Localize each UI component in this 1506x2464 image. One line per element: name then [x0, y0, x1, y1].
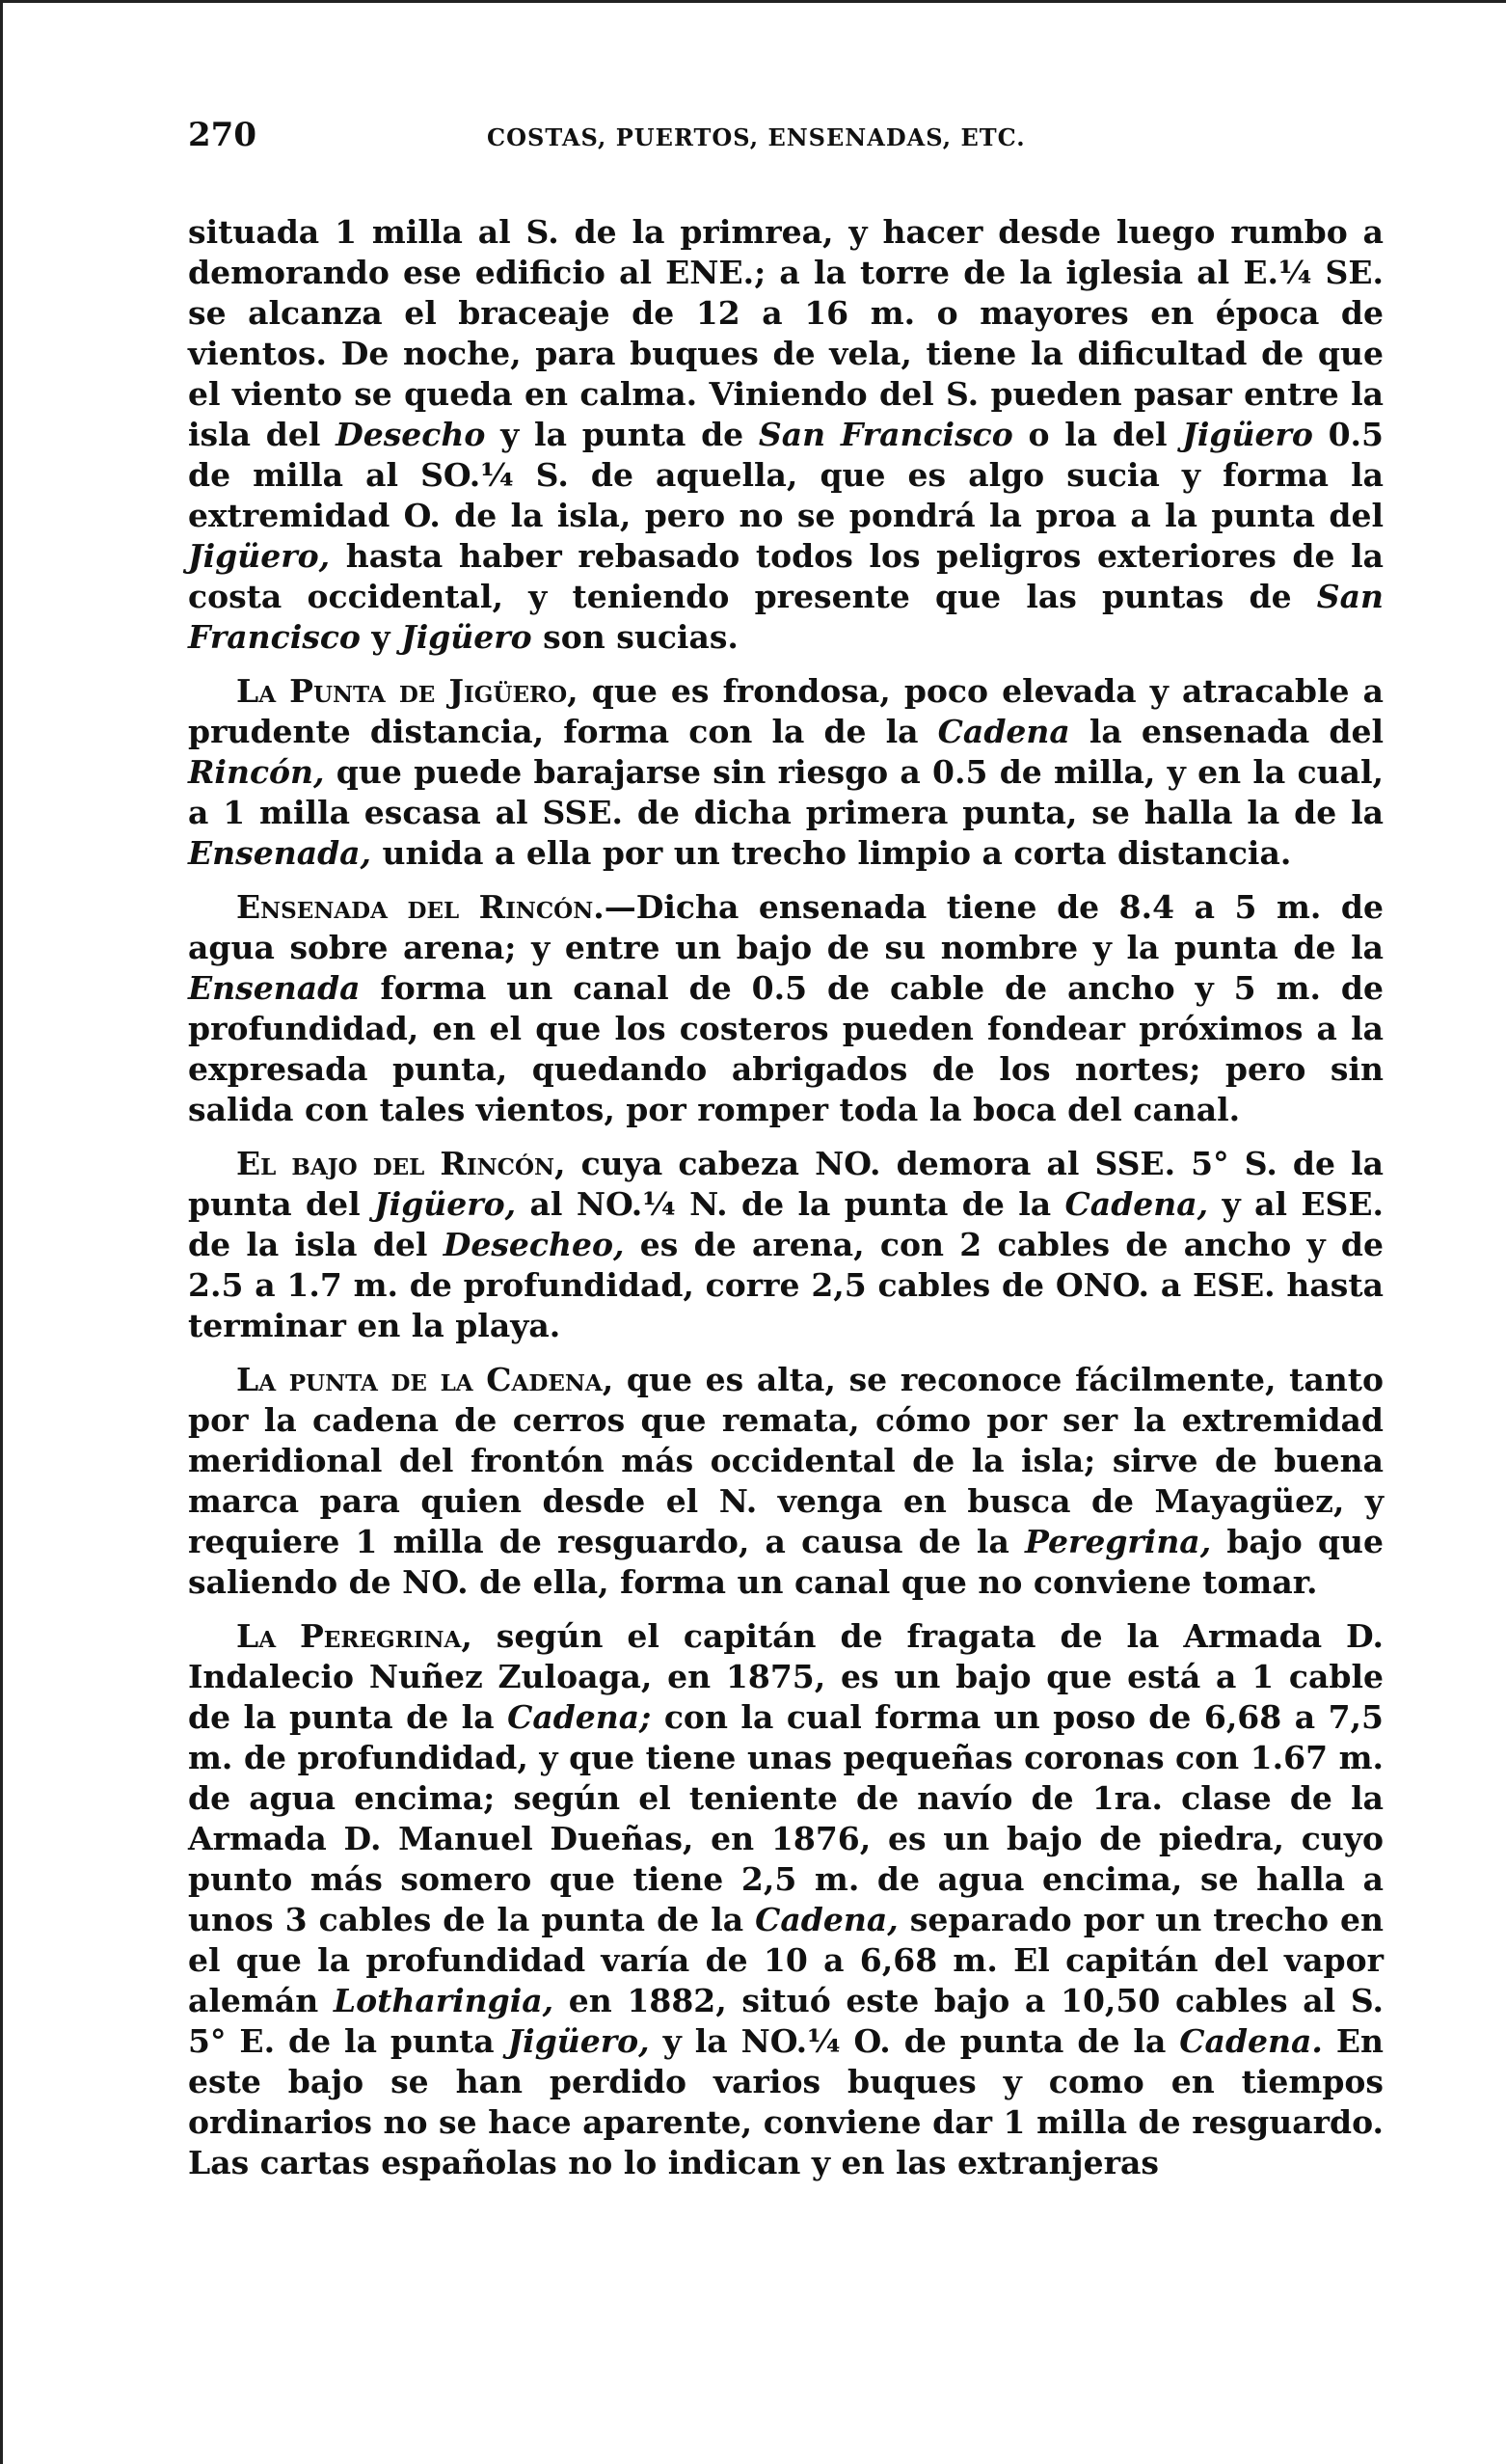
paragraph-text: que es frondosa, poco elevada y atracable a prudente distancia, forma con la de la — [188, 672, 1384, 750]
paragraph-text: y la punta de — [485, 416, 759, 453]
italic-term: Jigüero — [401, 618, 532, 656]
paragraph-text: la ensenada del — [1069, 713, 1384, 750]
paragraph-text: y al ESE. de la isla del — [188, 1185, 1384, 1263]
text-block — [188, 116, 1384, 2197]
running-head: COSTAS, PUERTOS, ENSENADAS, ETC. — [487, 123, 1026, 151]
italic-term: Ensenada, — [188, 834, 372, 872]
italic-term: Cadena — [937, 713, 1070, 750]
italic-term: Jigüero — [1182, 416, 1313, 453]
paragraph-text: con la cual forma un poso de 6,68 a 7,5 m. de profundidad, y que tiene unas pequeñas coronas con 1.67 m. de agua encima; según el teniente de navío de 1ra. clase de la Armada D. Manuel Dueñas, en 1876, es un bajo de piedra, cuyo punto más somero que tiene 2,5 m. de agua encima, se halla a unos 3 cables de la punta de la — [188, 1698, 1384, 1938]
paragraph-text: al NO.¼ N. de la punta de la — [516, 1185, 1065, 1223]
italic-term: Peregrina, — [1025, 1523, 1212, 1560]
paragraph-heading: Ensenada del Rincón. — [236, 888, 605, 926]
paragraph-6 — [188, 1616, 1384, 2183]
paragraph-text: En este bajo se han perdido varios buques y como en tiempos ordinarios no se hace aparente, conviene dar 1 milla de resguardo. Las cartas españolas no lo indican y en las extranjeras — [188, 2022, 1384, 2181]
italic-term: Cadena, — [755, 1901, 899, 1938]
paragraph-4 — [188, 1144, 1384, 1346]
paragraph-text: que puede barajarse sin riesgo a 0.5 de milla, y en la cual, a 1 milla escasa al SSE. de dicha primera punta, se halla la de la — [188, 753, 1384, 831]
page-number: 270 — [188, 116, 256, 154]
paragraph-text: o la del — [1012, 416, 1183, 453]
italic-term: Rincón, — [188, 753, 325, 791]
italic-term: Desecho — [336, 416, 486, 453]
scan-border-left — [0, 0, 3, 2464]
paragraph-text: unida a ella por un trecho limpio a corta distancia. — [371, 834, 1292, 872]
paragraph-text: forma un canal de 0.5 de cable de ancho y 5 m. de profundidad, en el que los costeros pueden fondear próximos a la expresada punta, quedando abrigados de los nortes; pero sin salida con tales vientos, por romper toda la boca del canal. — [188, 969, 1384, 1128]
italic-term: Cadena, — [1064, 1185, 1209, 1223]
italic-term: Cadena. — [1179, 2022, 1323, 2060]
paragraph-text: son sucias. — [531, 618, 739, 656]
paragraph-text: —Dicha ensenada tiene de 8.4 a 5 m. de agua sobre arena; y entre un bajo de su nombre y la punta de la — [188, 888, 1384, 966]
paragraph-heading: La Peregrina, — [236, 1617, 472, 1655]
italic-term: Jigüero, — [374, 1185, 517, 1223]
paragraph-2 — [188, 671, 1384, 874]
paragraph-text: en 1882, situó este bajo a 10,50 cables al S. 5° E. de la punta — [188, 1982, 1385, 2060]
italic-term: Jigüero, — [188, 537, 331, 575]
paragraph-text: según el capitán de fragata de la Armada D. Indalecio Nuñez Zuloaga, en 1875, es un bajo que está a 1 cable de la punta de la — [188, 1617, 1384, 1736]
page-header — [188, 116, 1384, 183]
paragraph-3 — [188, 887, 1384, 1130]
paragraph-text: y la NO.¼ O. de punta de la — [649, 2022, 1180, 2060]
paragraph-heading: La Punta de Jigüero, — [236, 672, 578, 710]
paragraph-text: es de arena, con 2 cables de ancho y de 2.5 a 1.7 m. de profundidad, corre 2,5 cables de ONO. a ESE. hasta terminar en la playa. — [188, 1226, 1384, 1344]
italic-term: Lotharingia, — [333, 1982, 554, 2019]
paragraph-text: cuya cabeza NO. demora al SSE. 5° S. de la punta del — [188, 1145, 1384, 1223]
paragraph-text: situada 1 milla al S. de la primrea, y hacer desde luego rumbo a demorando ese edificio al ENE.; a la torre de la iglesia al E.¼ SE. se alcanza el braceaje de 12 a 16 m. o mayores en época de vientos. De noche, para buques de vela, tiene la dificultad de que el viento se queda en calma. Viniendo del S. pueden pasar entre la isla del — [188, 213, 1384, 453]
paragraph-text: bajo que saliendo de NO. de ella, forma un canal que no conviene tomar. — [188, 1523, 1384, 1601]
italic-term: Desecheo, — [443, 1226, 625, 1263]
paragraph-text: hasta haber rebasado todos los peligros exteriores de la costa occidental, y teniendo presente que las puntas de — [188, 537, 1384, 615]
paragraph-text: y — [360, 618, 402, 656]
paragraph-text: separado por un trecho en el que la profundidad varía de 10 a 6,68 m. El capitán del vapor alemán — [188, 1901, 1384, 2019]
paragraph-heading: El bajo del Rincón, — [236, 1145, 566, 1182]
italic-term: Ensenada — [188, 969, 361, 1007]
scan-border-top — [0, 0, 1506, 3]
paragraph-text: 0.5 de milla al SO.¼ S. de aquella, que es algo sucia y forma la extremidad O. de la isla, pero no se pondrá la proa a la punta del — [188, 416, 1384, 534]
italic-term: Cadena; — [507, 1698, 652, 1736]
paragraph-5 — [188, 1360, 1384, 1603]
italic-term: San Francisco — [188, 578, 1384, 656]
paragraph-text: que es alta, se reconoce fácilmente, tanto por la cadena de cerros que remata, cómo por ser la extremidad meridional del frontón más occidental de la isla; sirve de buena marca para quien desde el N. venga en busca de Mayagüez, y requiere 1 milla de resguardo, a causa de la — [188, 1361, 1384, 1560]
italic-term: Jigüero, — [507, 2022, 650, 2060]
paragraph-heading: La punta de la Cadena, — [236, 1361, 614, 1398]
italic-term: San Francisco — [758, 416, 1013, 453]
paragraph-1 — [188, 212, 1384, 658]
